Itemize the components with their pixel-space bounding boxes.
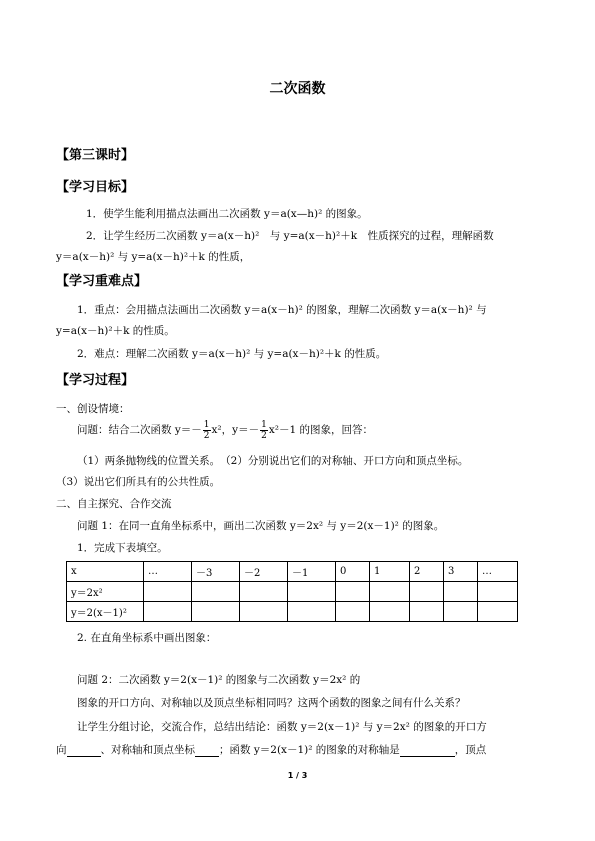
table-cell [444, 602, 478, 622]
table-header-cell: … [478, 562, 518, 582]
table-header-cell: －3 [192, 562, 240, 582]
table-cell [240, 602, 288, 622]
table-cell [336, 582, 370, 602]
table-cell [410, 582, 444, 602]
goal-item-2-line2: y＝a(x－h)² 与 y=a(x－h)²＋k 的性质， [56, 251, 251, 263]
conclusion-text-d: ，顶点 [454, 744, 487, 756]
problem-2-line2: 图象的开口方向、对称轴以及顶点坐标相同吗？这两个函数的图象之间有什么关系？ [77, 697, 466, 709]
conclusion-text-b: 、对称轴和顶点坐标 [100, 744, 195, 756]
conclusion-text-c: ；函数 y＝2(x－1)² 的图象的对称轴是 [219, 744, 400, 756]
table-header-cell: －2 [240, 562, 288, 582]
question-sub-1-2: （1）两条抛物线的位置关系。 （2）分别说出它们的对称轴、开口方向和顶点坐标。 [77, 455, 469, 467]
value-table [66, 561, 518, 622]
table-cell [478, 602, 518, 622]
table-cell [144, 582, 192, 602]
table-header-cell: 0 [336, 562, 370, 582]
question-intro-pre: 问题：结合二次函数 y＝－ [77, 424, 202, 436]
fill-blank [195, 744, 219, 757]
table-cell [192, 582, 240, 602]
question-intro-mid: x²，y＝－ [211, 424, 260, 436]
table-cell [288, 602, 336, 622]
conclusion-line2 [56, 742, 486, 757]
table-row-label: y＝2x² [67, 582, 144, 602]
table-header-row [67, 562, 518, 582]
problem-1-step-2: 2. 在直角坐标系中画出图象： [77, 632, 217, 644]
table-row-label: y＝2(x－1)² [67, 602, 144, 622]
table-cell [444, 582, 478, 602]
table-header-cell: … [144, 562, 192, 582]
problem-2-line1: 问题 2：二次函数 y＝2(x－1)² 的图象与二次函数 y＝2x² 的 [77, 674, 361, 686]
table-cell [240, 582, 288, 602]
table-cell [144, 602, 192, 622]
goal-item-1: 1．使学生能利用描点法画出二次函数 y＝a(x—h)² 的图象。 [86, 208, 368, 220]
section-1-title: 一、创设情境： [56, 403, 130, 415]
goals-heading: 【学习目标】 [56, 180, 135, 195]
table-row [67, 602, 518, 622]
table-header-cell: 2 [410, 562, 444, 582]
section-2-title: 二、自主探究、合作交流 [56, 498, 172, 510]
table-header-cell: －1 [288, 562, 336, 582]
goal-item-2-line1: 2．让学生经历二次函数 y＝a(x－h)² 与 y=a(x－h)²＋k 性质探究的过程，理解函数 [86, 230, 494, 242]
table-header-cell: 3 [444, 562, 478, 582]
fill-blank [67, 744, 101, 757]
fraction-half: $\frac{1}{2}$ [261, 419, 267, 441]
process-heading: 【学习过程】 [56, 373, 135, 388]
keypoint-2: 2．难点：理解二次函数 y＝a(x－h)² 与 y=a(x－h)²＋k 的性质。 [77, 348, 387, 360]
problem-1: 问题 1：在同一直角坐标系中，画出二次函数 y＝2x² 与 y＝2(x－1)² 的图象。 [77, 520, 445, 532]
table-cell [478, 582, 518, 602]
lesson-heading: 【第三课时】 [56, 148, 135, 163]
page-title: 二次函数 [269, 81, 326, 97]
fraction-half: $\frac{1}{2}$ [203, 419, 210, 441]
fill-blank [400, 744, 455, 757]
keypoint-1-line1: 1．重点：会用描点法画出二次函数 y＝a(x－h)² 的图象，理解二次函数 y＝a(x－h)² 与 [77, 304, 487, 316]
table-header-cell: x [67, 562, 144, 582]
table-row [67, 582, 518, 602]
table-header-cell: 1 [370, 562, 410, 582]
problem-1-step-1: 1．完成下表填空。 [77, 542, 168, 554]
table-cell [370, 582, 410, 602]
question-sub-3: （3）说出它们所具有的公共性质。 [56, 476, 221, 488]
keypoint-1-line2: y=a(x－h)²＋k 的性质。 [56, 325, 175, 337]
keypoints-heading: 【学习重难点】 [56, 274, 148, 289]
page-number: 1 / 3 [287, 771, 308, 780]
question-intro [77, 417, 373, 443]
table-cell [288, 582, 336, 602]
table-cell [336, 602, 370, 622]
table-cell [410, 602, 444, 622]
conclusion-text-a: 向 [56, 744, 67, 756]
conclusion-line1: 让学生分组讨论，交流合作，总结出结论：函数 y＝2(x－1)² 与 y＝2x² 的图象的开口方 [77, 721, 487, 733]
question-intro-post: x²－1 的图象，回答： [268, 424, 373, 436]
table-cell [370, 602, 410, 622]
table-cell [192, 602, 240, 622]
